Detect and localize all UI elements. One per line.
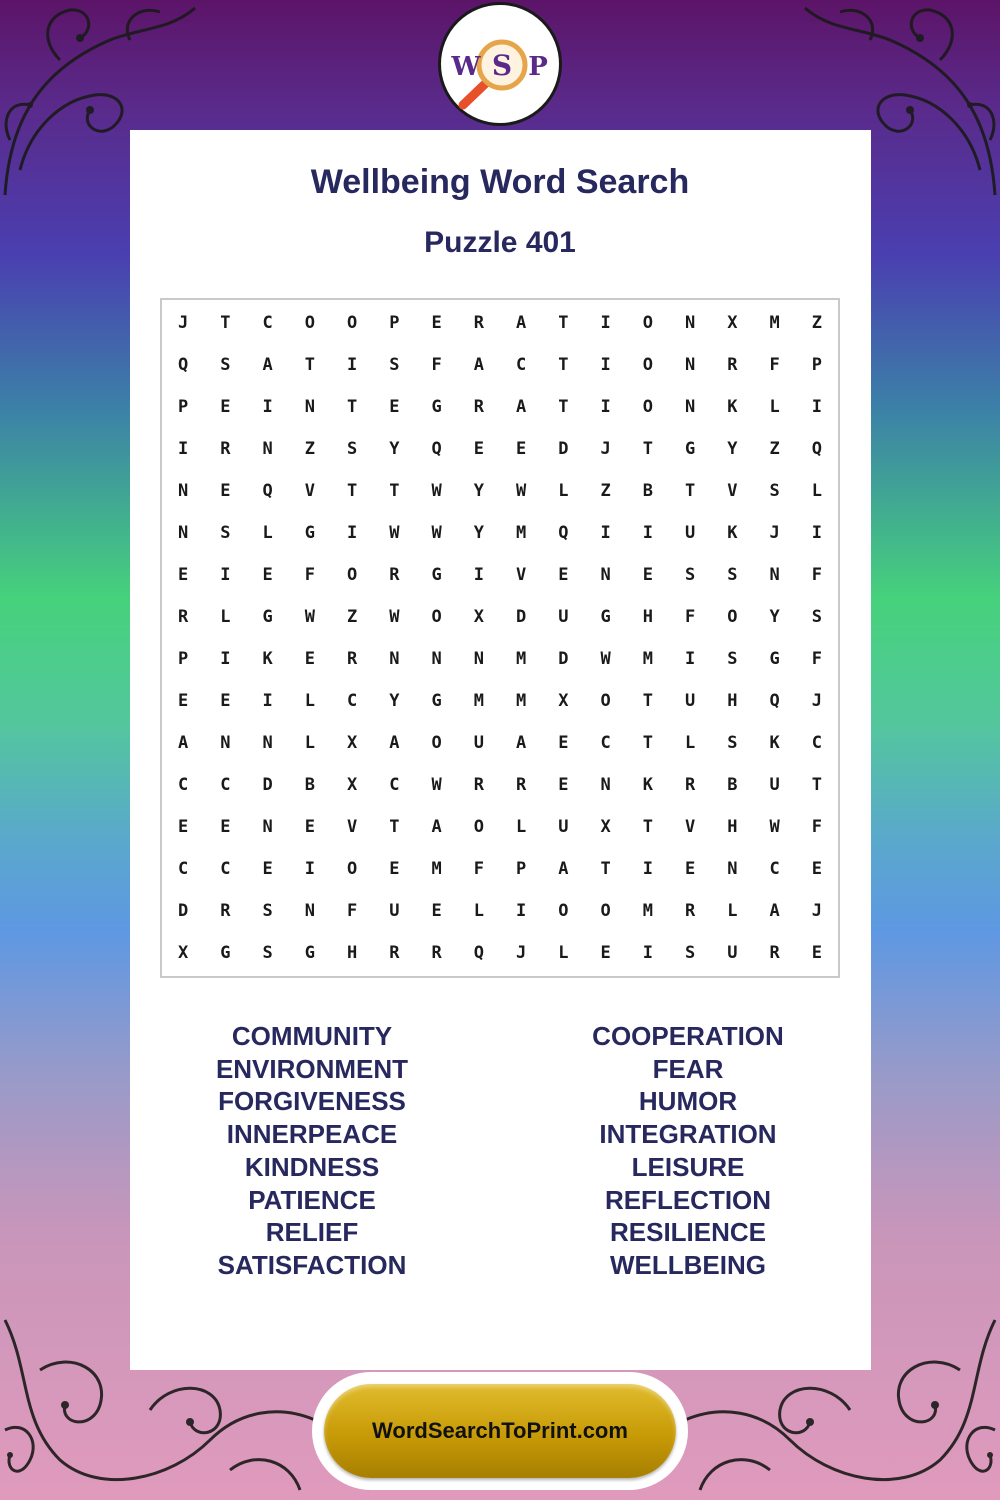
grid-cell[interactable]: C xyxy=(516,355,527,375)
grid-cell[interactable]: C xyxy=(769,859,780,879)
grid-cell[interactable]: O xyxy=(347,313,358,333)
grid-cell[interactable]: F xyxy=(811,565,822,585)
grid-cell[interactable]: P xyxy=(178,397,189,417)
grid-cell[interactable]: Y xyxy=(473,523,484,543)
grid-cell[interactable]: N xyxy=(262,439,273,459)
grid-cell[interactable]: X xyxy=(558,691,569,711)
grid-cell[interactable]: I xyxy=(347,523,358,543)
grid-cell[interactable]: Q xyxy=(811,439,822,459)
grid-cell[interactable]: M xyxy=(516,523,527,543)
grid-cell[interactable]: T xyxy=(642,691,653,711)
grid-cell[interactable]: N xyxy=(473,649,484,669)
grid-cell[interactable]: L xyxy=(685,733,696,753)
grid-cell[interactable]: V xyxy=(304,481,315,501)
grid-cell[interactable]: K xyxy=(769,733,780,753)
grid-cell[interactable]: A xyxy=(558,859,569,879)
grid-cell[interactable]: T xyxy=(600,859,611,879)
grid-cell[interactable]: C xyxy=(811,733,822,753)
grid-cell[interactable]: W xyxy=(389,607,400,627)
grid-cell[interactable]: S xyxy=(811,607,822,627)
grid-cell[interactable]: C xyxy=(389,775,400,795)
grid-cell[interactable]: L xyxy=(727,901,738,921)
grid-cell[interactable]: Z xyxy=(347,607,358,627)
grid-cell[interactable]: L xyxy=(304,691,315,711)
grid-cell[interactable]: F xyxy=(811,649,822,669)
grid-cell[interactable]: T xyxy=(347,397,358,417)
grid-cell[interactable]: E xyxy=(304,817,315,837)
grid-cell[interactable]: R xyxy=(220,901,231,921)
grid-cell[interactable]: E xyxy=(558,733,569,753)
grid-cell[interactable]: B xyxy=(727,775,738,795)
grid-cell[interactable]: E xyxy=(558,775,569,795)
grid-cell[interactable]: E xyxy=(642,565,653,585)
grid-cell[interactable]: D xyxy=(516,607,527,627)
grid-cell[interactable]: I xyxy=(304,859,315,879)
grid-cell[interactable]: S xyxy=(685,565,696,585)
grid-cell[interactable]: O xyxy=(600,691,611,711)
grid-cell[interactable]: W xyxy=(600,649,611,669)
grid-cell[interactable]: S xyxy=(220,523,231,543)
grid-cell[interactable]: R xyxy=(473,775,484,795)
grid-cell[interactable]: V xyxy=(516,565,527,585)
grid-cell[interactable]: A xyxy=(516,397,527,417)
grid-cell[interactable]: B xyxy=(304,775,315,795)
grid-cell[interactable]: T xyxy=(811,775,822,795)
grid-cell[interactable]: C xyxy=(600,733,611,753)
grid-cell[interactable]: W xyxy=(304,607,315,627)
grid-cell[interactable]: E xyxy=(600,943,611,963)
grid-cell[interactable]: E xyxy=(473,439,484,459)
grid-cell[interactable]: O xyxy=(642,313,653,333)
grid-cell[interactable]: Y xyxy=(389,439,400,459)
grid-cell[interactable]: I xyxy=(642,859,653,879)
grid-cell[interactable]: L xyxy=(304,733,315,753)
grid-cell[interactable]: O xyxy=(642,355,653,375)
word-list-item: RESILIENCE xyxy=(609,1217,767,1248)
grid-cell[interactable]: M xyxy=(516,649,527,669)
word-list-item: SATISFACTION xyxy=(217,1249,407,1280)
grid-cell[interactable]: I xyxy=(516,901,527,921)
grid-cell[interactable]: Y xyxy=(389,691,400,711)
grid-cell[interactable]: R xyxy=(389,943,400,963)
grid-cell[interactable]: K xyxy=(262,649,273,669)
word-list-left xyxy=(112,1020,512,1282)
grid-cell[interactable]: Z xyxy=(811,313,822,333)
grid-cell[interactable]: K xyxy=(642,775,653,795)
grid-cell[interactable]: T xyxy=(389,481,400,501)
grid-cell[interactable]: M xyxy=(642,649,653,669)
grid-cell[interactable]: T xyxy=(642,439,653,459)
word-list-item: PATIENCE xyxy=(248,1184,376,1215)
grid-cell[interactable]: F xyxy=(811,817,822,837)
grid-cell[interactable]: Q xyxy=(262,481,273,501)
page-title: Wellbeing Word Search xyxy=(310,163,690,201)
grid-cell[interactable]: O xyxy=(558,901,569,921)
grid-cell[interactable]: T xyxy=(558,397,569,417)
grid-cell[interactable]: I xyxy=(262,397,273,417)
grid-cell[interactable]: T xyxy=(389,817,400,837)
grid-cell[interactable]: N xyxy=(262,817,273,837)
grid-cell[interactable]: D xyxy=(558,649,569,669)
grid-cell[interactable]: F xyxy=(769,355,780,375)
word-list-item: RELIEF xyxy=(265,1217,359,1248)
grid-cell[interactable]: T xyxy=(304,355,315,375)
grid-cell[interactable]: X xyxy=(178,943,189,963)
grid-cell[interactable]: G xyxy=(431,565,442,585)
grid-cell[interactable]: X xyxy=(473,607,484,627)
grid-cell[interactable]: O xyxy=(304,313,315,333)
grid-cell[interactable]: A xyxy=(473,355,484,375)
grid-cell[interactable]: C xyxy=(178,775,189,795)
grid-cell[interactable]: G xyxy=(600,607,611,627)
grid-cell[interactable]: E xyxy=(811,943,822,963)
grid-cell[interactable]: P xyxy=(516,859,527,879)
grid-cell[interactable]: U xyxy=(685,523,696,543)
word-list-item: KINDNESS xyxy=(244,1151,380,1182)
grid-cell[interactable]: P xyxy=(811,355,822,375)
grid-cell[interactable]: O xyxy=(642,397,653,417)
grid-cell[interactable]: O xyxy=(347,859,358,879)
grid-cell[interactable]: L xyxy=(516,817,527,837)
grid-cell[interactable]: I xyxy=(600,523,611,543)
grid-cell[interactable]: Q xyxy=(769,691,780,711)
grid-cell[interactable]: E xyxy=(178,817,189,837)
grid-cell[interactable]: N xyxy=(600,565,611,585)
grid-cell[interactable]: N xyxy=(600,775,611,795)
grid-cell[interactable]: H xyxy=(727,817,738,837)
grid-cell[interactable]: C xyxy=(220,859,231,879)
grid-cell[interactable]: G xyxy=(262,607,273,627)
grid-cell[interactable]: F xyxy=(431,355,442,375)
grid-cell[interactable]: J xyxy=(178,313,189,333)
grid-cell[interactable]: S xyxy=(727,733,738,753)
grid-cell[interactable]: Q xyxy=(431,439,442,459)
grid-cell[interactable]: G xyxy=(431,397,442,417)
grid-cell[interactable]: E xyxy=(220,481,231,501)
grid-cell[interactable]: N xyxy=(389,649,400,669)
grid-cell[interactable]: Z xyxy=(600,481,611,501)
grid-cell[interactable]: A xyxy=(389,733,400,753)
grid-cell[interactable]: R xyxy=(347,649,358,669)
grid-cell[interactable]: I xyxy=(178,439,189,459)
grid-cell[interactable]: H xyxy=(727,691,738,711)
grid-cell[interactable]: J xyxy=(811,901,822,921)
grid-cell[interactable]: L xyxy=(220,607,231,627)
grid-cell[interactable]: M xyxy=(473,691,484,711)
grid-cell[interactable]: X xyxy=(347,775,358,795)
grid-cell[interactable]: I xyxy=(600,397,611,417)
grid-cell[interactable]: N xyxy=(685,397,696,417)
grid-cell[interactable]: O xyxy=(600,901,611,921)
grid-cell[interactable]: W xyxy=(431,523,442,543)
grid-cell[interactable]: F xyxy=(347,901,358,921)
grid-cell[interactable]: H xyxy=(347,943,358,963)
grid-cell[interactable]: S xyxy=(262,943,273,963)
grid-cell[interactable]: N xyxy=(304,397,315,417)
grid-cell[interactable]: K xyxy=(727,397,738,417)
grid-cell[interactable]: V xyxy=(347,817,358,837)
grid-cell[interactable]: R xyxy=(473,313,484,333)
grid-cell[interactable]: G xyxy=(431,691,442,711)
grid-cell[interactable]: R xyxy=(685,775,696,795)
grid-cell[interactable]: G xyxy=(304,523,315,543)
word-list-item: INNERPEACE xyxy=(226,1119,398,1150)
grid-cell[interactable]: T xyxy=(220,313,231,333)
grid-cell[interactable]: N xyxy=(685,313,696,333)
word-list-item: COOPERATION xyxy=(592,1021,784,1051)
grid-cell[interactable]: G xyxy=(685,439,696,459)
grid-cell[interactable]: D xyxy=(262,775,273,795)
grid-cell[interactable]: W xyxy=(389,523,400,543)
grid-cell[interactable]: Q xyxy=(473,943,484,963)
grid-cell[interactable]: O xyxy=(473,817,484,837)
grid-cell[interactable]: N xyxy=(178,523,189,543)
grid-cell[interactable]: W xyxy=(769,817,780,837)
grid-cell[interactable]: R xyxy=(431,943,442,963)
grid-cell[interactable]: E xyxy=(262,859,273,879)
grid-cell[interactable]: B xyxy=(642,481,653,501)
grid-cell[interactable]: N xyxy=(685,355,696,375)
grid-cell[interactable]: M xyxy=(431,859,442,879)
grid-cell[interactable]: N xyxy=(431,649,442,669)
grid-cell[interactable]: J xyxy=(811,691,822,711)
grid-cell[interactable]: E xyxy=(431,901,442,921)
grid-cell[interactable]: I xyxy=(347,355,358,375)
grid-cell[interactable]: K xyxy=(727,523,738,543)
grid-cell[interactable]: I xyxy=(811,523,822,543)
grid-cell[interactable]: S xyxy=(220,355,231,375)
grid-cell[interactable]: R xyxy=(389,565,400,585)
grid-cell[interactable]: L xyxy=(558,943,569,963)
grid-cell[interactable]: U xyxy=(389,901,400,921)
grid-cell[interactable]: P xyxy=(178,649,189,669)
grid-cell[interactable]: I xyxy=(642,943,653,963)
grid-cell[interactable]: U xyxy=(473,733,484,753)
grid-cell[interactable]: S xyxy=(347,439,358,459)
grid-cell[interactable]: X xyxy=(347,733,358,753)
grid-cell[interactable]: U xyxy=(727,943,738,963)
grid-cell[interactable]: S xyxy=(727,649,738,669)
grid-cell[interactable]: R xyxy=(516,775,527,795)
grid-cell[interactable]: L xyxy=(558,481,569,501)
grid-cell[interactable]: R xyxy=(473,397,484,417)
grid-cell[interactable]: E xyxy=(431,313,442,333)
grid-cell[interactable]: I xyxy=(642,523,653,543)
grid-cell[interactable]: X xyxy=(600,817,611,837)
grid-cell[interactable]: C xyxy=(178,859,189,879)
grid-cell[interactable]: I xyxy=(473,565,484,585)
grid-cell[interactable]: P xyxy=(389,313,400,333)
grid-cell[interactable]: A xyxy=(178,733,189,753)
grid-cell[interactable]: M xyxy=(516,691,527,711)
grid-cell[interactable]: N xyxy=(220,733,231,753)
grid-cell[interactable]: C xyxy=(347,691,358,711)
grid-cell[interactable]: Z xyxy=(304,439,315,459)
word-list-item: LEISURE xyxy=(631,1151,745,1182)
letter-grid[interactable] xyxy=(160,298,840,978)
grid-cell[interactable]: S xyxy=(769,481,780,501)
grid-cell[interactable]: U xyxy=(558,817,569,837)
grid-cell[interactable]: Y xyxy=(727,439,738,459)
grid-cell[interactable]: E xyxy=(220,397,231,417)
grid-cell[interactable]: F xyxy=(473,859,484,879)
grid-cell[interactable]: D xyxy=(178,901,189,921)
grid-cell[interactable]: S xyxy=(727,565,738,585)
grid-cell[interactable]: H xyxy=(642,607,653,627)
grid-cell[interactable]: G xyxy=(304,943,315,963)
grid-cell[interactable]: Q xyxy=(558,523,569,543)
grid-cell[interactable]: L xyxy=(811,481,822,501)
grid-cell[interactable]: G xyxy=(220,943,231,963)
grid-cell[interactable]: T xyxy=(685,481,696,501)
site-link-button[interactable] xyxy=(324,1384,676,1478)
site-link-label: WordSearchToPrint.com xyxy=(372,1418,628,1443)
word-list-item: COMMUNITY xyxy=(231,1021,393,1051)
word-list-item: WELLBEING xyxy=(610,1249,766,1280)
grid-cell[interactable]: T xyxy=(347,481,358,501)
grid-cell[interactable]: T xyxy=(558,313,569,333)
grid-cell[interactable]: E xyxy=(389,859,400,879)
logo-letter-s: S xyxy=(491,49,513,82)
word-list-right xyxy=(488,1020,888,1282)
grid-cell[interactable]: L xyxy=(262,523,273,543)
grid-cell[interactable]: S xyxy=(685,943,696,963)
grid-cell[interactable]: U xyxy=(685,691,696,711)
grid-cell[interactable]: C xyxy=(262,313,273,333)
grid-cell[interactable]: S xyxy=(389,355,400,375)
grid-cell[interactable]: A xyxy=(769,901,780,921)
grid-cell[interactable]: E xyxy=(811,859,822,879)
grid-cell[interactable]: A xyxy=(431,817,442,837)
grid-cell[interactable]: E xyxy=(685,859,696,879)
grid-cell[interactable]: I xyxy=(220,565,231,585)
grid-cell[interactable]: Y xyxy=(473,481,484,501)
grid-cell[interactable]: W xyxy=(431,775,442,795)
grid-cell[interactable]: J xyxy=(769,523,780,543)
grid-cell[interactable]: T xyxy=(558,355,569,375)
grid-cell[interactable]: I xyxy=(600,355,611,375)
grid-cell[interactable]: O xyxy=(431,607,442,627)
grid-cell[interactable]: I xyxy=(600,313,611,333)
grid-cell[interactable]: R xyxy=(220,439,231,459)
grid-cell[interactable]: O xyxy=(431,733,442,753)
grid-cell[interactable]: V xyxy=(727,481,738,501)
grid-cell[interactable]: E xyxy=(304,649,315,669)
grid-cell[interactable]: M xyxy=(642,901,653,921)
grid-cell[interactable]: O xyxy=(727,607,738,627)
word-list-item: FEAR xyxy=(652,1053,724,1084)
grid-cell[interactable]: W xyxy=(431,481,442,501)
grid-cell[interactable]: R xyxy=(727,355,738,375)
grid-cell[interactable]: U xyxy=(558,607,569,627)
grid-cell[interactable]: G xyxy=(769,649,780,669)
grid-cell[interactable]: L xyxy=(473,901,484,921)
grid-cell[interactable]: Z xyxy=(769,439,780,459)
word-list-item: ENVIRONMENT xyxy=(215,1053,409,1084)
grid-cell[interactable]: N xyxy=(304,901,315,921)
grid-cell[interactable]: E xyxy=(558,565,569,585)
word-list-item: INTEGRATION xyxy=(599,1119,777,1150)
grid-cell[interactable]: N xyxy=(262,733,273,753)
grid-cell[interactable]: I xyxy=(811,397,822,417)
grid-cell[interactable]: E xyxy=(178,691,189,711)
magnifier-icon xyxy=(441,5,559,123)
word-list-item: HUMOR xyxy=(638,1086,738,1117)
grid-cell[interactable]: N xyxy=(727,859,738,879)
grid-cell[interactable]: D xyxy=(558,439,569,459)
grid-cell[interactable]: F xyxy=(304,565,315,585)
grid-cell[interactable]: T xyxy=(642,733,653,753)
grid-cell[interactable]: M xyxy=(769,313,780,333)
grid-cell[interactable]: I xyxy=(262,691,273,711)
grid-cell[interactable]: W xyxy=(516,481,527,501)
grid-cell[interactable]: C xyxy=(220,775,231,795)
word-list-item: REFLECTION xyxy=(604,1184,772,1215)
grid-cell[interactable]: T xyxy=(642,817,653,837)
grid-cell[interactable]: E xyxy=(262,565,273,585)
grid-cell[interactable]: J xyxy=(516,943,527,963)
grid-cell[interactable]: E xyxy=(220,817,231,837)
grid-cell[interactable]: N xyxy=(769,565,780,585)
grid-cell[interactable]: I xyxy=(685,649,696,669)
grid-cell[interactable]: R xyxy=(769,943,780,963)
grid-cell[interactable]: A xyxy=(516,313,527,333)
logo-letter-p: P xyxy=(528,52,548,82)
grid-cell[interactable]: E xyxy=(516,439,527,459)
grid-cell[interactable]: J xyxy=(600,439,611,459)
puzzle-number: Puzzle 401 xyxy=(424,226,576,259)
logo[interactable] xyxy=(438,2,562,126)
grid-cell[interactable]: U xyxy=(769,775,780,795)
grid-cell[interactable]: O xyxy=(347,565,358,585)
grid-cell[interactable]: I xyxy=(220,649,231,669)
grid-cell[interactable]: X xyxy=(727,313,738,333)
grid-cell[interactable]: A xyxy=(262,355,273,375)
grid-cell[interactable]: Y xyxy=(769,607,780,627)
grid-cell[interactable]: F xyxy=(685,607,696,627)
grid-cell[interactable]: R xyxy=(178,607,189,627)
grid-cell[interactable]: V xyxy=(685,817,696,837)
grid-cell[interactable]: A xyxy=(516,733,527,753)
grid-cell[interactable]: S xyxy=(262,901,273,921)
grid-cell[interactable]: L xyxy=(769,397,780,417)
logo-letter-w: W xyxy=(451,52,481,82)
grid-cell[interactable]: E xyxy=(220,691,231,711)
word-list-item: FORGIVENESS xyxy=(218,1086,406,1117)
grid-cell[interactable]: E xyxy=(389,397,400,417)
grid-cell[interactable]: N xyxy=(178,481,189,501)
grid-cell[interactable]: Q xyxy=(178,355,189,375)
grid-cell[interactable]: R xyxy=(685,901,696,921)
grid-cell[interactable]: E xyxy=(178,565,189,585)
